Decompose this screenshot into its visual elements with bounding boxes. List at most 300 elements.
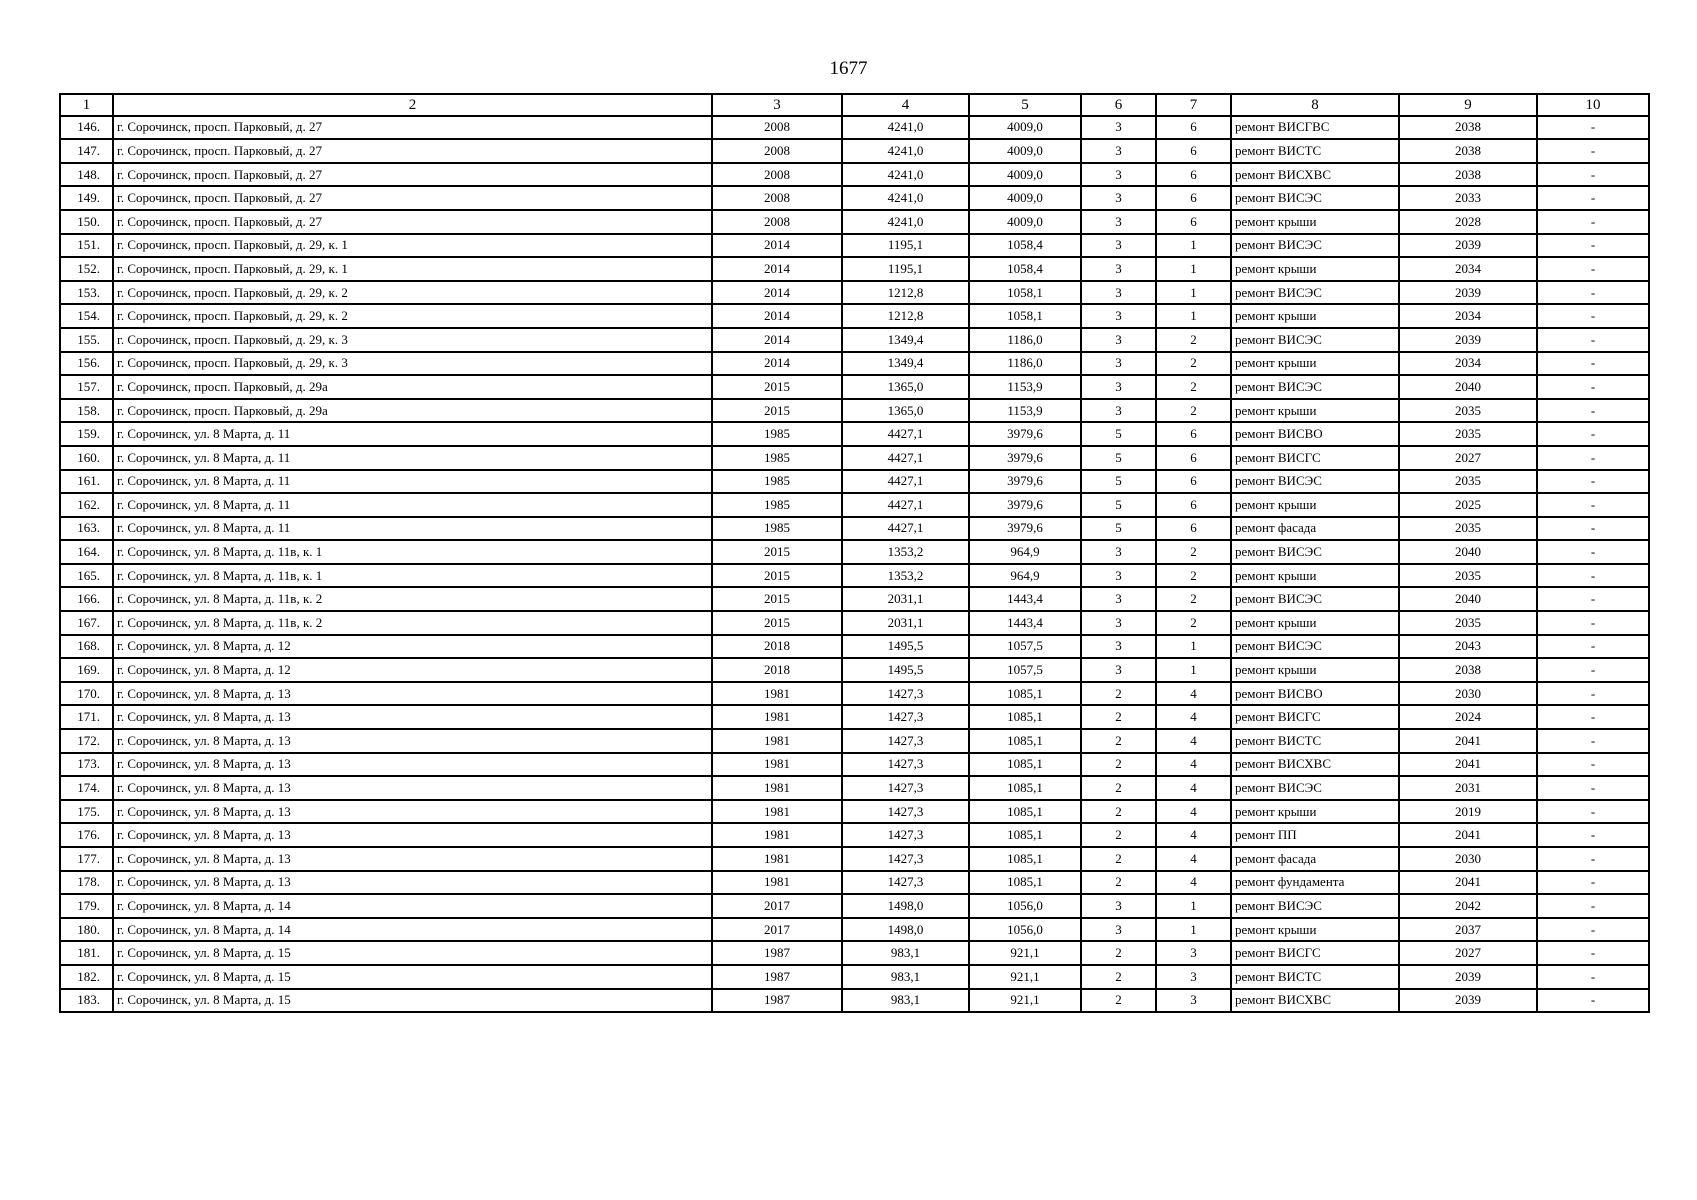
living-area-cell: 3979,6 <box>969 446 1081 470</box>
row-number-cell: 176. <box>60 823 113 847</box>
row-number-cell: 167. <box>60 611 113 635</box>
note-cell: - <box>1537 517 1649 541</box>
total-area-cell: 4241,0 <box>842 210 969 234</box>
entrances-cell: 3 <box>1156 989 1231 1013</box>
living-area-cell: 1056,0 <box>969 918 1081 942</box>
table-row <box>60 776 1649 800</box>
floors-cell: 3 <box>1081 918 1156 942</box>
year-built-cell: 1985 <box>712 517 842 541</box>
row-number-cell: 173. <box>60 753 113 777</box>
address-cell: г. Сорочинск, просп. Парковый, д. 29, к. 3 <box>113 328 712 352</box>
work-type-cell: ремонт ВИСЭС <box>1231 776 1399 800</box>
living-area-cell: 1058,4 <box>969 257 1081 281</box>
living-area-cell: 1056,0 <box>969 894 1081 918</box>
work-type-cell: ремонт крыши <box>1231 304 1399 328</box>
entrances-cell: 2 <box>1156 399 1231 423</box>
entrances-cell: 4 <box>1156 729 1231 753</box>
floors-cell: 2 <box>1081 776 1156 800</box>
year-built-cell: 2015 <box>712 564 842 588</box>
floors-cell: 3 <box>1081 635 1156 659</box>
floors-cell: 5 <box>1081 446 1156 470</box>
table-row <box>60 894 1649 918</box>
address-cell: г. Сорочинск, просп. Парковый, д. 27 <box>113 116 712 140</box>
floors-cell: 3 <box>1081 163 1156 187</box>
note-cell: - <box>1537 446 1649 470</box>
table-body <box>60 116 1649 1013</box>
address-cell: г. Сорочинск, ул. 8 Марта, д. 13 <box>113 823 712 847</box>
living-area-cell: 1153,9 <box>969 399 1081 423</box>
table-row <box>60 186 1649 210</box>
address-cell: г. Сорочинск, просп. Парковый, д. 27 <box>113 139 712 163</box>
entrances-cell: 1 <box>1156 281 1231 305</box>
address-cell: г. Сорочинск, ул. 8 Марта, д. 15 <box>113 965 712 989</box>
year-built-cell: 1985 <box>712 422 842 446</box>
table-row <box>60 682 1649 706</box>
floors-cell: 3 <box>1081 352 1156 376</box>
entrances-cell: 6 <box>1156 422 1231 446</box>
year-built-cell: 2017 <box>712 918 842 942</box>
living-area-cell: 3979,6 <box>969 493 1081 517</box>
work-type-cell: ремонт ВИСТС <box>1231 965 1399 989</box>
address-cell: г. Сорочинск, ул. 8 Марта, д. 11в, к. 2 <box>113 611 712 635</box>
floors-cell: 3 <box>1081 375 1156 399</box>
entrances-cell: 2 <box>1156 540 1231 564</box>
total-area-cell: 1195,1 <box>842 257 969 281</box>
note-cell: - <box>1537 611 1649 635</box>
year-built-cell: 2014 <box>712 257 842 281</box>
work-type-cell: ремонт ВИСВО <box>1231 682 1399 706</box>
floors-cell: 3 <box>1081 186 1156 210</box>
floors-cell: 2 <box>1081 729 1156 753</box>
year-built-cell: 2014 <box>712 352 842 376</box>
work-type-cell: ремонт ВИСХВС <box>1231 753 1399 777</box>
total-area-cell: 1195,1 <box>842 234 969 258</box>
planned-year-cell: 2030 <box>1399 847 1537 871</box>
total-area-cell: 1495,5 <box>842 635 969 659</box>
year-built-cell: 2018 <box>712 635 842 659</box>
planned-year-cell: 2043 <box>1399 635 1537 659</box>
total-area-cell: 4241,0 <box>842 139 969 163</box>
living-area-cell: 1058,1 <box>969 281 1081 305</box>
living-area-cell: 1443,4 <box>969 611 1081 635</box>
table-row <box>60 375 1649 399</box>
work-type-cell: ремонт ПП <box>1231 823 1399 847</box>
table-row <box>60 328 1649 352</box>
total-area-cell: 4241,0 <box>842 116 969 140</box>
work-type-cell: ремонт ВИСГС <box>1231 705 1399 729</box>
total-area-cell: 1495,5 <box>842 658 969 682</box>
living-area-cell: 3979,6 <box>969 470 1081 494</box>
total-area-cell: 1349,4 <box>842 352 969 376</box>
row-number-cell: 160. <box>60 446 113 470</box>
year-built-cell: 2008 <box>712 139 842 163</box>
column-header: 4 <box>842 94 969 116</box>
living-area-cell: 1085,1 <box>969 705 1081 729</box>
total-area-cell: 1427,3 <box>842 871 969 895</box>
planned-year-cell: 2041 <box>1399 753 1537 777</box>
table-row <box>60 139 1649 163</box>
row-number-cell: 177. <box>60 847 113 871</box>
row-number-cell: 164. <box>60 540 113 564</box>
work-type-cell: ремонт ВИСЭС <box>1231 635 1399 659</box>
total-area-cell: 4427,1 <box>842 422 969 446</box>
row-number-cell: 154. <box>60 304 113 328</box>
floors-cell: 5 <box>1081 517 1156 541</box>
entrances-cell: 6 <box>1156 493 1231 517</box>
total-area-cell: 4241,0 <box>842 186 969 210</box>
entrances-cell: 1 <box>1156 234 1231 258</box>
note-cell: - <box>1537 918 1649 942</box>
table-row <box>60 941 1649 965</box>
year-built-cell: 2008 <box>712 163 842 187</box>
floors-cell: 2 <box>1081 753 1156 777</box>
year-built-cell: 2017 <box>712 894 842 918</box>
row-number-cell: 174. <box>60 776 113 800</box>
planned-year-cell: 2024 <box>1399 705 1537 729</box>
planned-year-cell: 2027 <box>1399 941 1537 965</box>
living-area-cell: 1085,1 <box>969 800 1081 824</box>
floors-cell: 3 <box>1081 399 1156 423</box>
planned-year-cell: 2019 <box>1399 800 1537 824</box>
total-area-cell: 1427,3 <box>842 800 969 824</box>
row-number-cell: 166. <box>60 587 113 611</box>
living-area-cell: 1085,1 <box>969 753 1081 777</box>
planned-year-cell: 2039 <box>1399 234 1537 258</box>
living-area-cell: 1186,0 <box>969 328 1081 352</box>
floors-cell: 3 <box>1081 894 1156 918</box>
row-number-cell: 183. <box>60 989 113 1013</box>
floors-cell: 2 <box>1081 989 1156 1013</box>
address-cell: г. Сорочинск, ул. 8 Марта, д. 13 <box>113 705 712 729</box>
address-cell: г. Сорочинск, ул. 8 Марта, д. 11 <box>113 493 712 517</box>
year-built-cell: 2014 <box>712 281 842 305</box>
floors-cell: 2 <box>1081 941 1156 965</box>
year-built-cell: 2015 <box>712 611 842 635</box>
row-number-cell: 148. <box>60 163 113 187</box>
address-cell: г. Сорочинск, просп. Парковый, д. 29, к. 1 <box>113 257 712 281</box>
row-number-cell: 175. <box>60 800 113 824</box>
planned-year-cell: 2039 <box>1399 965 1537 989</box>
header-row <box>60 94 1649 116</box>
planned-year-cell: 2042 <box>1399 894 1537 918</box>
address-cell: г. Сорочинск, ул. 8 Марта, д. 13 <box>113 847 712 871</box>
note-cell: - <box>1537 682 1649 706</box>
entrances-cell: 6 <box>1156 517 1231 541</box>
note-cell: - <box>1537 965 1649 989</box>
address-cell: г. Сорочинск, просп. Парковый, д. 29, к. 3 <box>113 352 712 376</box>
work-type-cell: ремонт крыши <box>1231 611 1399 635</box>
living-area-cell: 3979,6 <box>969 422 1081 446</box>
table-row <box>60 587 1649 611</box>
living-area-cell: 1085,1 <box>969 871 1081 895</box>
row-number-cell: 168. <box>60 635 113 659</box>
year-built-cell: 2014 <box>712 304 842 328</box>
living-area-cell: 4009,0 <box>969 139 1081 163</box>
work-type-cell: ремонт ВИСЭС <box>1231 328 1399 352</box>
note-cell: - <box>1537 139 1649 163</box>
column-header: 3 <box>712 94 842 116</box>
floors-cell: 3 <box>1081 116 1156 140</box>
note-cell: - <box>1537 823 1649 847</box>
floors-cell: 3 <box>1081 210 1156 234</box>
row-number-cell: 151. <box>60 234 113 258</box>
table-row <box>60 257 1649 281</box>
address-cell: г. Сорочинск, ул. 8 Марта, д. 13 <box>113 871 712 895</box>
planned-year-cell: 2039 <box>1399 328 1537 352</box>
address-cell: г. Сорочинск, просп. Парковый, д. 29а <box>113 399 712 423</box>
total-area-cell: 2031,1 <box>842 611 969 635</box>
floors-cell: 2 <box>1081 823 1156 847</box>
entrances-cell: 4 <box>1156 682 1231 706</box>
column-header: 6 <box>1081 94 1156 116</box>
table-row <box>60 116 1649 140</box>
planned-year-cell: 2035 <box>1399 611 1537 635</box>
year-built-cell: 2008 <box>712 186 842 210</box>
address-cell: г. Сорочинск, просп. Парковый, д. 27 <box>113 163 712 187</box>
floors-cell: 3 <box>1081 611 1156 635</box>
note-cell: - <box>1537 894 1649 918</box>
year-built-cell: 1985 <box>712 493 842 517</box>
address-cell: г. Сорочинск, ул. 8 Марта, д. 11в, к. 2 <box>113 587 712 611</box>
planned-year-cell: 2039 <box>1399 989 1537 1013</box>
entrances-cell: 6 <box>1156 210 1231 234</box>
living-area-cell: 4009,0 <box>969 116 1081 140</box>
column-header: 2 <box>113 94 712 116</box>
work-type-cell: ремонт ВИСЭС <box>1231 587 1399 611</box>
work-type-cell: ремонт крыши <box>1231 800 1399 824</box>
total-area-cell: 1427,3 <box>842 705 969 729</box>
row-number-cell: 163. <box>60 517 113 541</box>
note-cell: - <box>1537 753 1649 777</box>
note-cell: - <box>1537 705 1649 729</box>
row-number-cell: 182. <box>60 965 113 989</box>
note-cell: - <box>1537 257 1649 281</box>
table-row <box>60 493 1649 517</box>
floors-cell: 3 <box>1081 139 1156 163</box>
work-type-cell: ремонт фасада <box>1231 517 1399 541</box>
address-cell: г. Сорочинск, просп. Парковый, д. 27 <box>113 186 712 210</box>
year-built-cell: 1981 <box>712 823 842 847</box>
address-cell: г. Сорочинск, ул. 8 Марта, д. 15 <box>113 941 712 965</box>
planned-year-cell: 2037 <box>1399 918 1537 942</box>
note-cell: - <box>1537 210 1649 234</box>
note-cell: - <box>1537 941 1649 965</box>
total-area-cell: 1427,3 <box>842 753 969 777</box>
table-row <box>60 753 1649 777</box>
table-row <box>60 304 1649 328</box>
note-cell: - <box>1537 399 1649 423</box>
column-header: 1 <box>60 94 113 116</box>
total-area-cell: 1212,8 <box>842 281 969 305</box>
living-area-cell: 4009,0 <box>969 210 1081 234</box>
year-built-cell: 1985 <box>712 470 842 494</box>
year-built-cell: 1987 <box>712 989 842 1013</box>
address-cell: г. Сорочинск, ул. 8 Марта, д. 12 <box>113 658 712 682</box>
work-type-cell: ремонт ВИСЭС <box>1231 540 1399 564</box>
floors-cell: 3 <box>1081 658 1156 682</box>
floors-cell: 2 <box>1081 705 1156 729</box>
address-cell: г. Сорочинск, ул. 8 Марта, д. 13 <box>113 753 712 777</box>
floors-cell: 3 <box>1081 540 1156 564</box>
work-type-cell: ремонт крыши <box>1231 658 1399 682</box>
work-type-cell: ремонт ВИСЭС <box>1231 894 1399 918</box>
year-built-cell: 2015 <box>712 399 842 423</box>
note-cell: - <box>1537 493 1649 517</box>
planned-year-cell: 2038 <box>1399 139 1537 163</box>
living-area-cell: 921,1 <box>969 941 1081 965</box>
entrances-cell: 6 <box>1156 139 1231 163</box>
entrances-cell: 4 <box>1156 871 1231 895</box>
total-area-cell: 1498,0 <box>842 918 969 942</box>
year-built-cell: 2018 <box>712 658 842 682</box>
note-cell: - <box>1537 422 1649 446</box>
note-cell: - <box>1537 564 1649 588</box>
floors-cell: 3 <box>1081 281 1156 305</box>
year-built-cell: 2015 <box>712 375 842 399</box>
table-row <box>60 564 1649 588</box>
address-cell: г. Сорочинск, ул. 8 Марта, д. 13 <box>113 729 712 753</box>
column-header: 5 <box>969 94 1081 116</box>
address-cell: г. Сорочинск, ул. 8 Марта, д. 12 <box>113 635 712 659</box>
year-built-cell: 2008 <box>712 210 842 234</box>
entrances-cell: 1 <box>1156 918 1231 942</box>
entrances-cell: 1 <box>1156 304 1231 328</box>
living-area-cell: 4009,0 <box>969 163 1081 187</box>
row-number-cell: 165. <box>60 564 113 588</box>
address-cell: г. Сорочинск, просп. Парковый, д. 29, к. 2 <box>113 304 712 328</box>
entrances-cell: 6 <box>1156 163 1231 187</box>
entrances-cell: 6 <box>1156 116 1231 140</box>
work-type-cell: ремонт ВИСГС <box>1231 941 1399 965</box>
planned-year-cell: 2027 <box>1399 446 1537 470</box>
planned-year-cell: 2035 <box>1399 564 1537 588</box>
address-cell: г. Сорочинск, ул. 8 Марта, д. 11в, к. 1 <box>113 564 712 588</box>
floors-cell: 2 <box>1081 965 1156 989</box>
floors-cell: 2 <box>1081 682 1156 706</box>
floors-cell: 3 <box>1081 328 1156 352</box>
planned-year-cell: 2034 <box>1399 257 1537 281</box>
note-cell: - <box>1537 729 1649 753</box>
note-cell: - <box>1537 847 1649 871</box>
total-area-cell: 1427,3 <box>842 823 969 847</box>
year-built-cell: 1981 <box>712 800 842 824</box>
year-built-cell: 1987 <box>712 965 842 989</box>
work-type-cell: ремонт ВИСТС <box>1231 729 1399 753</box>
year-built-cell: 2015 <box>712 587 842 611</box>
work-type-cell: ремонт фасада <box>1231 847 1399 871</box>
floors-cell: 5 <box>1081 422 1156 446</box>
total-area-cell: 4427,1 <box>842 446 969 470</box>
living-area-cell: 1058,4 <box>969 234 1081 258</box>
living-area-cell: 921,1 <box>969 965 1081 989</box>
row-number-cell: 147. <box>60 139 113 163</box>
planned-year-cell: 2025 <box>1399 493 1537 517</box>
total-area-cell: 2031,1 <box>842 587 969 611</box>
row-number-cell: 181. <box>60 941 113 965</box>
note-cell: - <box>1537 234 1649 258</box>
living-area-cell: 1186,0 <box>969 352 1081 376</box>
table-row <box>60 352 1649 376</box>
row-number-cell: 157. <box>60 375 113 399</box>
living-area-cell: 921,1 <box>969 989 1081 1013</box>
total-area-cell: 1498,0 <box>842 894 969 918</box>
entrances-cell: 2 <box>1156 328 1231 352</box>
address-cell: г. Сорочинск, ул. 8 Марта, д. 13 <box>113 776 712 800</box>
table-row <box>60 800 1649 824</box>
year-built-cell: 1987 <box>712 941 842 965</box>
living-area-cell: 1085,1 <box>969 682 1081 706</box>
repair-schedule-table <box>59 93 1650 1013</box>
address-cell: г. Сорочинск, ул. 8 Марта, д. 11в, к. 1 <box>113 540 712 564</box>
entrances-cell: 2 <box>1156 587 1231 611</box>
planned-year-cell: 2041 <box>1399 729 1537 753</box>
row-number-cell: 169. <box>60 658 113 682</box>
year-built-cell: 1981 <box>712 847 842 871</box>
entrances-cell: 4 <box>1156 823 1231 847</box>
table-row <box>60 210 1649 234</box>
total-area-cell: 1212,8 <box>842 304 969 328</box>
planned-year-cell: 2041 <box>1399 823 1537 847</box>
note-cell: - <box>1537 871 1649 895</box>
living-area-cell: 1085,1 <box>969 847 1081 871</box>
row-number-cell: 153. <box>60 281 113 305</box>
row-number-cell: 156. <box>60 352 113 376</box>
planned-year-cell: 2040 <box>1399 375 1537 399</box>
column-header: 9 <box>1399 94 1537 116</box>
year-built-cell: 1981 <box>712 776 842 800</box>
work-type-cell: ремонт ВИСГВС <box>1231 116 1399 140</box>
note-cell: - <box>1537 587 1649 611</box>
note-cell: - <box>1537 635 1649 659</box>
table-row <box>60 422 1649 446</box>
row-number-cell: 149. <box>60 186 113 210</box>
row-number-cell: 179. <box>60 894 113 918</box>
total-area-cell: 1427,3 <box>842 847 969 871</box>
table-row <box>60 847 1649 871</box>
living-area-cell: 4009,0 <box>969 186 1081 210</box>
column-header: 7 <box>1156 94 1231 116</box>
work-type-cell: ремонт ВИСЭС <box>1231 281 1399 305</box>
work-type-cell: ремонт ВИСГС <box>1231 446 1399 470</box>
total-area-cell: 4427,1 <box>842 470 969 494</box>
table-row <box>60 918 1649 942</box>
total-area-cell: 1365,0 <box>842 375 969 399</box>
planned-year-cell: 2035 <box>1399 470 1537 494</box>
address-cell: г. Сорочинск, просп. Парковый, д. 27 <box>113 210 712 234</box>
note-cell: - <box>1537 281 1649 305</box>
table-row <box>60 635 1649 659</box>
total-area-cell: 4427,1 <box>842 517 969 541</box>
total-area-cell: 1427,3 <box>842 729 969 753</box>
row-number-cell: 172. <box>60 729 113 753</box>
year-built-cell: 1985 <box>712 446 842 470</box>
entrances-cell: 4 <box>1156 800 1231 824</box>
table-row <box>60 823 1649 847</box>
row-number-cell: 150. <box>60 210 113 234</box>
address-cell: г. Сорочинск, ул. 8 Марта, д. 11 <box>113 446 712 470</box>
planned-year-cell: 2041 <box>1399 871 1537 895</box>
work-type-cell: ремонт ВИСЭС <box>1231 186 1399 210</box>
table-row <box>60 163 1649 187</box>
planned-year-cell: 2039 <box>1399 281 1537 305</box>
note-cell: - <box>1537 304 1649 328</box>
total-area-cell: 1427,3 <box>842 682 969 706</box>
row-number-cell: 159. <box>60 422 113 446</box>
table-row <box>60 989 1649 1013</box>
work-type-cell: ремонт ВИСХВС <box>1231 163 1399 187</box>
entrances-cell: 4 <box>1156 776 1231 800</box>
living-area-cell: 964,9 <box>969 564 1081 588</box>
